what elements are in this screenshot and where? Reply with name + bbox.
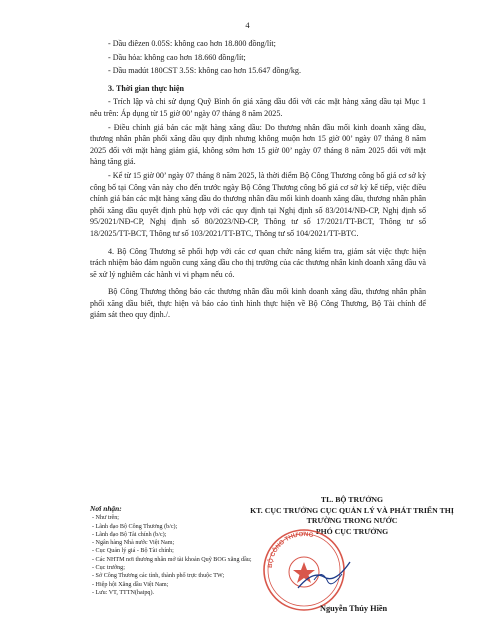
paragraph: - Kể từ 15 giờ 00’ ngày 07 tháng 8 năm 2025, là thời điểm Bộ Công Thương công bố giá cơ sở kỳ công bố tại Công văn này cho đến trước ngày Bộ Công Thương công bố giá cơ sở kỳ kế tiếp, việc điều chỉnh giá bán các mặt hàng xăng dầu do thương nhân đầu mối kinh doanh xăng dầu, thương nhân phân phối xăng dầu quyết định phù hợp với các quy định tại Nghị định số 83/2014/NĐ-CP, Nghị định số 95/2021/NĐ-CP, Nghị định số 80/2023/NĐ-CP, Thông tư số 17/2021/TT-BCT, Thông tư số 18/2025/TT-BCT, Thông tư số 103/2021/TT-BTC, Thông tư số 104/2021/TT-BTC. <box>90 170 426 238</box>
recipient-item: - Ngân hàng Nhà nước Việt Nam; <box>92 540 175 547</box>
paragraph: - Dầu hỏa: không cao hơn 18.660 đồng/lít; <box>108 52 246 62</box>
seal-text: BỘ CÔNG THƯƠNG <box>266 530 315 569</box>
signature-line: KT. CỤC TRƯỞNG CỤC QUẢN LÝ VÀ PHÁT TRIỂN THỊ TRƯỜNG TRONG NƯỚC <box>250 505 454 525</box>
recipient-item: - Các NHTM nơi thương nhân mở tài khoản Quỹ BOG xăng dầu; <box>92 556 252 563</box>
paragraph: 4. Bộ Công Thương sẽ phối hợp với các cơ quan chức năng kiểm tra, giám sát việc thực hiện trách nhiệm bảo đảm nguồn cung xăng dầu cho thị trường của các thương nhân kinh doanh xăng dầu và sẽ xử lý nghiêm các hành vi vi phạm nếu có. <box>90 246 426 279</box>
recipient-item: - Sở Công Thương các tỉnh, thành phố trực thuộc TW; <box>92 573 225 580</box>
official-seal-icon <box>258 522 358 614</box>
svg-text:BỘ CÔNG THƯƠNG <box>266 531 314 568</box>
signature-line: TL. BỘ TRƯỞNG <box>320 495 384 504</box>
paragraph: - Dầu madút 180CST 3.5S: không cao hơn 15.647 đồng/kg. <box>108 66 301 76</box>
paragraph: - Dầu điêzen 0.05S: không cao hơn 18.800 đồng/lít; <box>108 39 276 48</box>
recipient-item: - Cục trưởng; <box>92 565 125 572</box>
signature-title: PHÓ CỤC TRƯỞNG <box>315 526 389 536</box>
paragraph: - Trích lập và chi sử dụng Quỹ Bình ổn giá xăng dầu đối với các mặt hàng xăng dầu tại Mục 1 nêu trên: Áp dụng từ 15 giờ 00’ ngày 07 tháng 8 năm 2025. <box>90 97 426 118</box>
page-number: 4 <box>245 20 250 30</box>
document-body <box>90 38 426 323</box>
paragraph: - Điều chỉnh giá bán các mặt hàng xăng dầu: Do thương nhân đầu mối kinh doanh xăng dầu, thương nhân phân phối xăng dầu quy định nhưng không muộn hơn 15 giờ 00’ ngày 07 tháng 8 năm 2025 đối với mặt hàng giảm giá, không sớm hơn 15 giờ 00’ ngày 07 tháng 8 năm 2025 đối với mặt hàng tăng giá. <box>90 122 426 167</box>
closing-paragraph: Bộ Công Thương thông báo các thương nhân đầu mối kinh doanh xăng dầu, thương nhân phân phối xăng dầu biết, thực hiện và báo cáo tình hình thực hiện về Bộ Công Thương, Bộ Tài chính để giám sát theo quy định./. <box>90 287 426 320</box>
recipient-item: - Hiệp hội Xăng dầu Việt Nam; <box>92 581 169 588</box>
recipient-item: - Lãnh đạo Bộ Công Thương (b/c); <box>92 523 178 530</box>
recipients-list <box>90 505 260 597</box>
section-heading: 3. Thời gian thực hiện <box>108 83 184 93</box>
recipient-item: - Cục Quản lý giá - Bộ Tài chính; <box>92 548 174 555</box>
recipient-item: - Lãnh đạo Bộ Tài chính (b/c); <box>92 531 167 538</box>
signer-name: Nguyễn Thúy Hiền <box>320 604 388 613</box>
recipient-item: - Như trên; <box>92 515 119 522</box>
recipient-item: - Lưu: VT, TTTN(haipq). <box>92 589 155 596</box>
recipients-title: Nơi nhận: <box>90 504 122 513</box>
